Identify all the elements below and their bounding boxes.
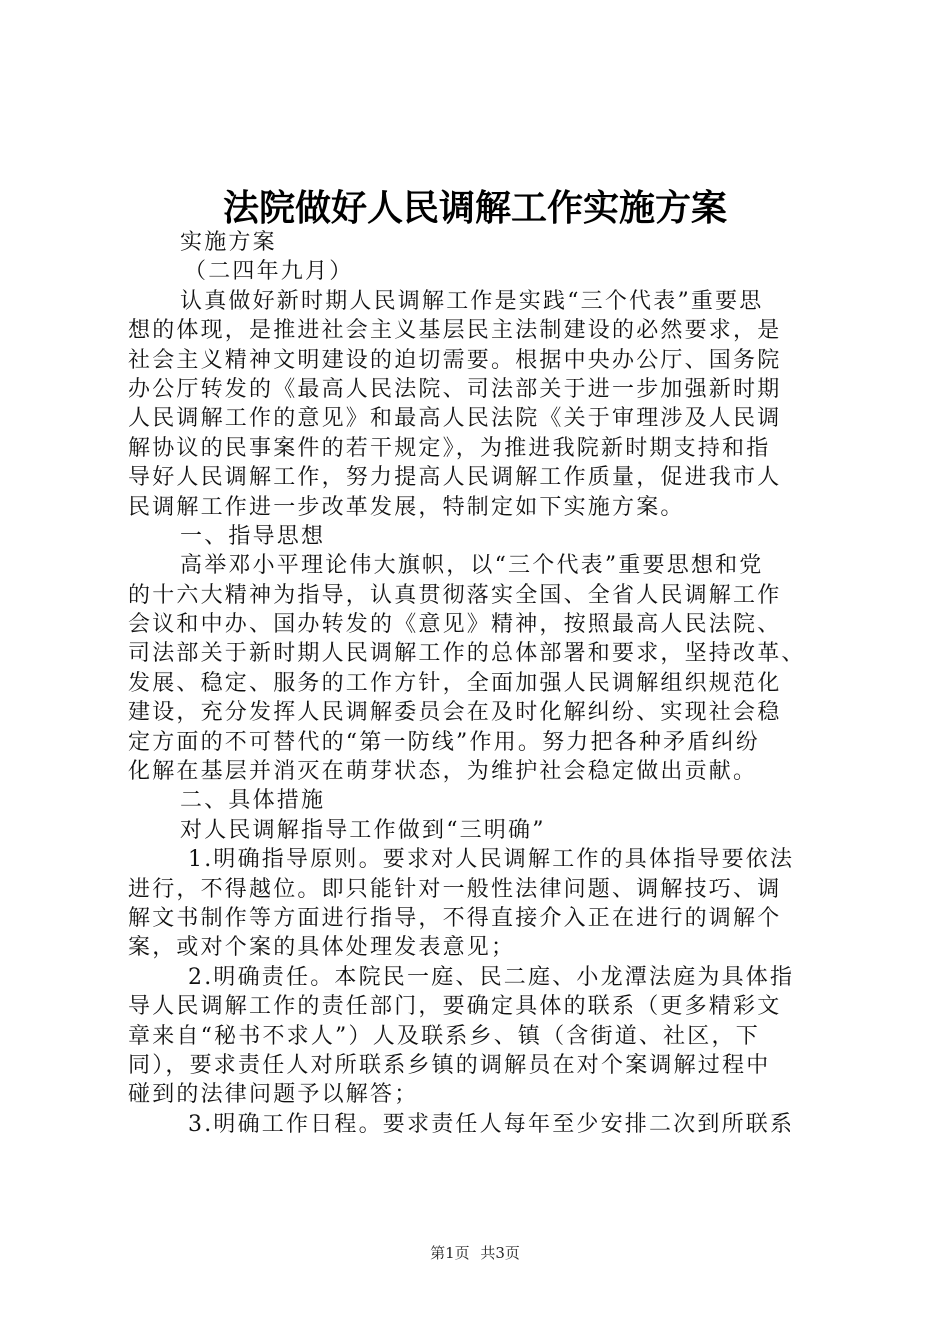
text-line: 解协议的民事案件的若干规定》，为推进我院新时期支持和指 (128, 435, 771, 461)
text-line: 会议和中办、国办转发的《意见》精神，按照最高人民法院、 (128, 612, 782, 638)
section-heading: 一、指导思想 (180, 523, 326, 549)
page-footer (0, 1242, 950, 1264)
text-line: 2.明确责任。本院民一庭、民二庭、小龙潭法庭为具体指 (188, 964, 795, 990)
text-line: 对人民调解指导工作做到“三明确” (180, 817, 546, 843)
page-number: 第1页 (430, 1244, 470, 1262)
text-line: 章来自“秘书不求人”）人及联系乡、镇（含街道、社区，下 (128, 1023, 760, 1049)
text-line: 导好人民调解工作，努力提高人民调解工作质量，促进我市人 (128, 465, 782, 491)
text-line: 想的体现，是推进社会主义基层民主法制建设的必然要求，是 (128, 318, 782, 344)
text-line: 办公厅转发的《最高人民法院、司法部关于进一步加强新时期 (128, 376, 782, 402)
text-line: 1.明确指导原则。要求对人民调解工作的具体指导要依法 (188, 847, 795, 873)
text-line: 碰到的法律问题予以解答； (128, 1082, 419, 1108)
text-line: 认真做好新时期人民调解工作是实践“三个代表”重要思 (180, 288, 764, 314)
text-line: 化解在基层并消灭在萌芽状态，为维护社会稳定做出贡献。 (128, 759, 758, 785)
text-line: 同），要求责任人对所联系乡镇的调解员在对个案调解过程中 (128, 1052, 771, 1078)
text-line: 人民调解工作的意见》和最高人民法院《关于审理涉及人民调 (128, 406, 782, 432)
page-total: 共3页 (480, 1244, 520, 1262)
text-line: 进行，不得越位。即只能针对一般性法律问题、调解技巧、调 (128, 876, 782, 902)
text-line: 发展、稳定、服务的工作方针，全面加强人民调解组织规范化 (128, 670, 782, 696)
text-line: 实施方案 (180, 230, 277, 255)
text-line: 解文书制作等方面进行指导，不得直接介入正在进行的调解个 (128, 905, 782, 931)
text-line: （二四年九月） (184, 259, 354, 285)
text-line: 的十六大精神为指导，认真贯彻落实全国、全省人民调解工作 (128, 582, 782, 608)
text-line: 社会主义精神文明建设的迫切需要。根据中央办公厅、国务院 (128, 347, 782, 373)
text-line: 案，或对个案的具体处理发表意见； (128, 935, 516, 961)
text-line: 民调解工作进一步改革发展，特制定如下实施方案。 (128, 494, 685, 520)
text-line: 定方面的不可替代的“第一防线”作用。努力把各种矛盾纠纷 (128, 729, 760, 755)
document-body (128, 228, 838, 1139)
text-line: 建设，充分发挥人民调解委员会在及时化解纠纷、实现社会稳 (128, 700, 782, 726)
text-line: 3.明确工作日程。要求责任人每年至少安排二次到所联系 (188, 1111, 795, 1137)
text-line: 司法部关于新时期人民调解工作的总体部署和要求，坚持改革、 (128, 641, 806, 667)
document-title: 法院做好人民调解工作实施方案 (222, 187, 727, 229)
text-line: 导人民调解工作的责任部门，要确定具体的联系（更多精彩文 (128, 994, 782, 1020)
text-line: 高举邓小平理论伟大旗帜，以“三个代表”重要思想和党 (180, 553, 764, 579)
section-heading: 二、具体措施 (180, 788, 326, 814)
